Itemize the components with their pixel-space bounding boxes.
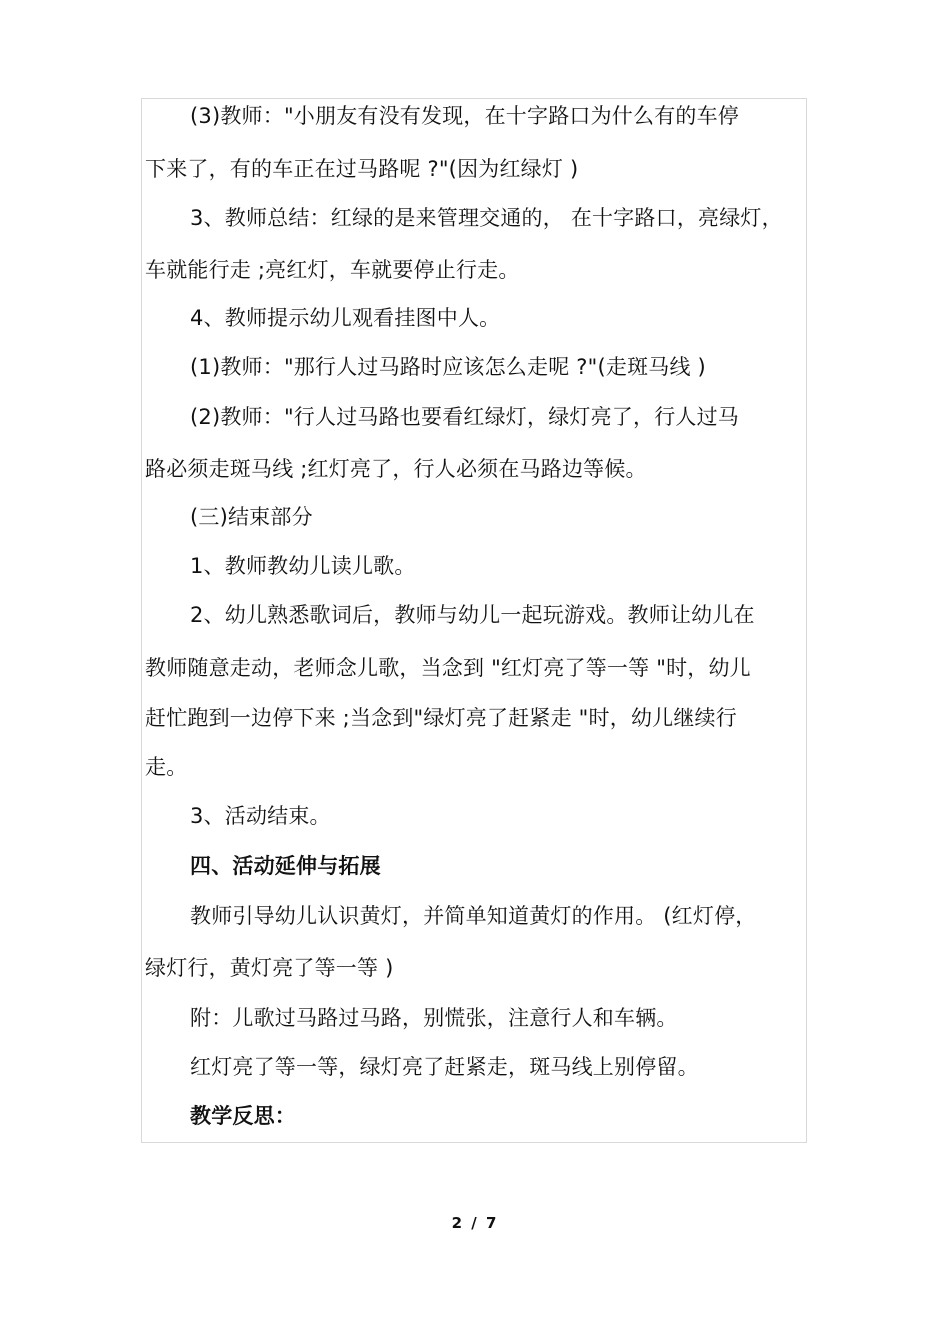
paragraph-line: 绿灯行，黄灯亮了等一等 ) (145, 956, 394, 980)
paragraph-line: 2、幼儿熟悉歌词后，教师与幼儿一起玩游戏。教师让幼儿在 (190, 603, 755, 627)
paragraph-line: 红灯亮了等一等，绿灯亮了赶紧走，斑马线上别停留。 (190, 1055, 699, 1079)
paragraph-line: 教师随意走动，老师念儿歌，当念到 "红灯亮了等一等 "时，幼儿 (145, 656, 751, 680)
paragraph-line: 教师引导幼儿认识黄灯，并简单知道黄灯的作用。 (红灯停， (190, 904, 757, 928)
section-heading: 教学反思： (190, 1104, 296, 1128)
section-label: (三)结束部分 (190, 505, 313, 529)
paragraph-line: 路必须走斑马线 ;红灯亮了，行人必须在马路边等候。 (145, 457, 647, 481)
paragraph-line: 3、教师总结：红绿的是来管理交通的， 在十字路口，亮绿灯， (190, 206, 783, 230)
paragraph-line: 赶忙跑到一边停下来 ;当念到"绿灯亮了赶紧走 "时，幼儿继续行 (145, 706, 737, 730)
paragraph-line: 1、教师教幼儿读儿歌。 (190, 554, 416, 578)
page-number: 2 / 7 (451, 1214, 499, 1232)
paragraph-line: (1)教师："那行人过马路时应该怎么走呢 ?"(走斑马线 ) (190, 355, 706, 379)
paragraph-line: (3)教师："小朋友有没有发现，在十字路口为什么有的车停 (190, 104, 740, 128)
paragraph-line: 走。 (145, 755, 188, 779)
paragraph-line: 附：儿歌过马路过马路，别慌张，注意行人和车辆。 (190, 1006, 678, 1030)
paragraph-line: 车就能行走 ;亮红灯，车就要停止行走。 (145, 258, 520, 282)
paragraph-line: 4、教师提示幼儿观看挂图中人。 (190, 306, 501, 330)
paragraph-line: (2)教师："行人过马路也要看红绿灯，绿灯亮了，行人过马 (190, 405, 740, 429)
paragraph-line: 下来了，有的车正在过马路呢 ?"(因为红绿灯 ) (145, 157, 579, 181)
section-heading: 四、活动延伸与拓展 (190, 854, 381, 878)
paragraph-line: 3、活动结束。 (190, 804, 331, 828)
